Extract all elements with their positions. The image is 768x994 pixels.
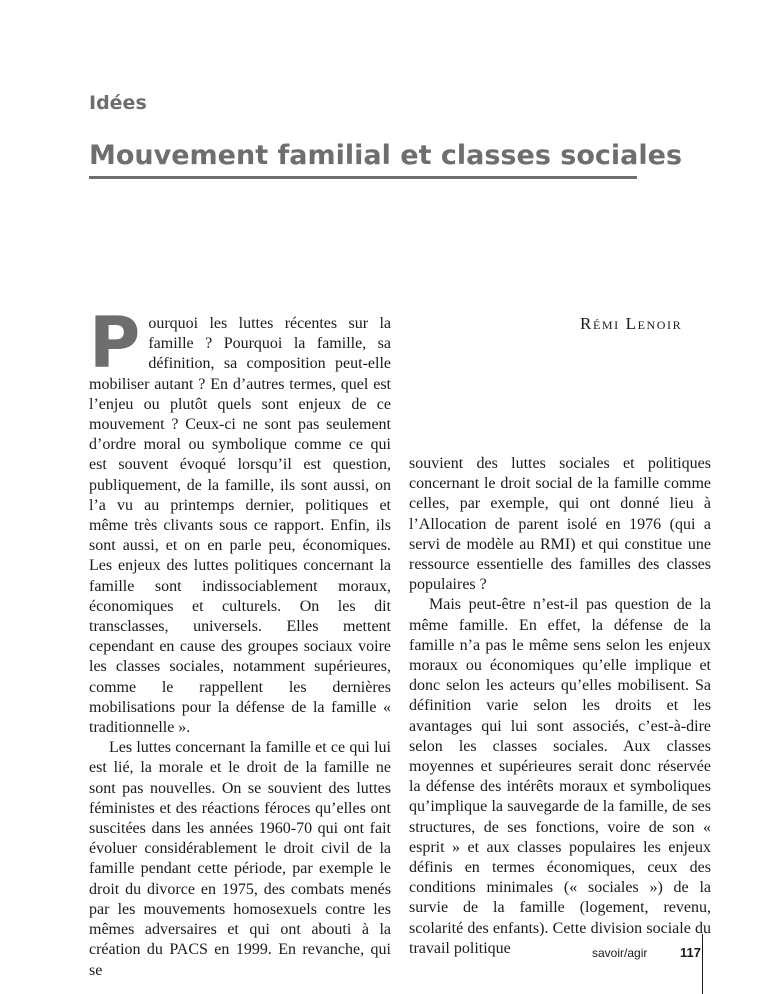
footer-journal-name: savoir/agir <box>592 946 648 960</box>
article-title: Mouvement familial et classes sociales <box>89 140 683 171</box>
paragraph-4: Mais peut-être n’est-il pas question de la même famille. En effet, la défense de la famille n’a pas le même sens selon les enjeux moraux ou économiques qu’elle implique et donc selon les acteurs qu’elles mobilisent. Sa définition varie selon les droits et les avantages qui lui sont associés, c’est-à-dire selon les classes sociales. Aux classes moyennes et supérieures serait donc réservée la défense des intérêts moraux et symboliques qu’implique la sauvegarde de la famille, de ses structures, de ses fonctions, voire de son « esprit » et aux classes populaires les enjeux définis en termes économiques, ceux des conditions minimales (« sociales ») de la survie de la famille (logement, revenu, scolarité des enfants). Cette division sociale du travail politique <box>409 596 711 957</box>
paragraph-1-text: ourquoi les luttes récentes sur la famille ? Pourquoi la famille, sa définition, sa composition peut-elle mobiliser autant ? En d’autres termes, quel est l’enjeu ou plutôt quels sont enjeux de ce mouvement ? Ceux-ci ne sont pas seulement d’ordre moral ou symbolique comme ce qui est souvent évoqué lorsqu’il est question, publiquement, de la famille, ils sont aussi, on l’a vu au printemps dernier, politiques et même très clivants sous ce rapport. Enfin, ils sont aussi, et on en parle peu, économiques. Les enjeux des luttes politiques concernant la famille sont indissociablement moraux, économiques et culturels. On les dit transclasses, universels. Elles mettent cependant en cause des groupes sociaux voire les classes sociales, notamment supérieures, comme le rappellent les dernières mobilisations pour la défense de la famille « traditionnelle ». <box>89 315 391 737</box>
left-column <box>89 302 391 981</box>
page-number: 117 <box>680 945 701 960</box>
right-column <box>409 454 711 959</box>
drop-cap: P <box>89 302 141 384</box>
footer-rule <box>702 934 703 994</box>
paragraph-2: Les luttes concernant la famille et ce qui lui est lié, la morale et le droit de la famille ne sont pas nouvelles. On se souvient des luttes féministes et des réactions féroces qu’elles ont suscitées dans les années 1960-70 qui ont fait évoluer considérablement le droit civil de la famille pendant cette période, par exemple le droit du divorce en 1975, des combats menés par les mouvements homosexuels contre les mêmes adversaires et qui ont abouti à la création du PACS en 1999. En revanche, qui se <box>89 739 391 979</box>
rubric: Idées <box>89 92 147 114</box>
title-underline <box>89 176 637 179</box>
paragraph-1 <box>89 302 391 738</box>
author-name: Rémi Lenoir <box>580 314 683 333</box>
paragraph-3: souvient des luttes sociales et politiques concernant le droit social de la famille comme celles, par exemple, qui ont donné lieu à l’Allocation de parent isolé en 1976 (qui a servi de modèle au RMI) et qui constitue une ressource essentielle des familles des classes populaires ? <box>409 455 711 594</box>
